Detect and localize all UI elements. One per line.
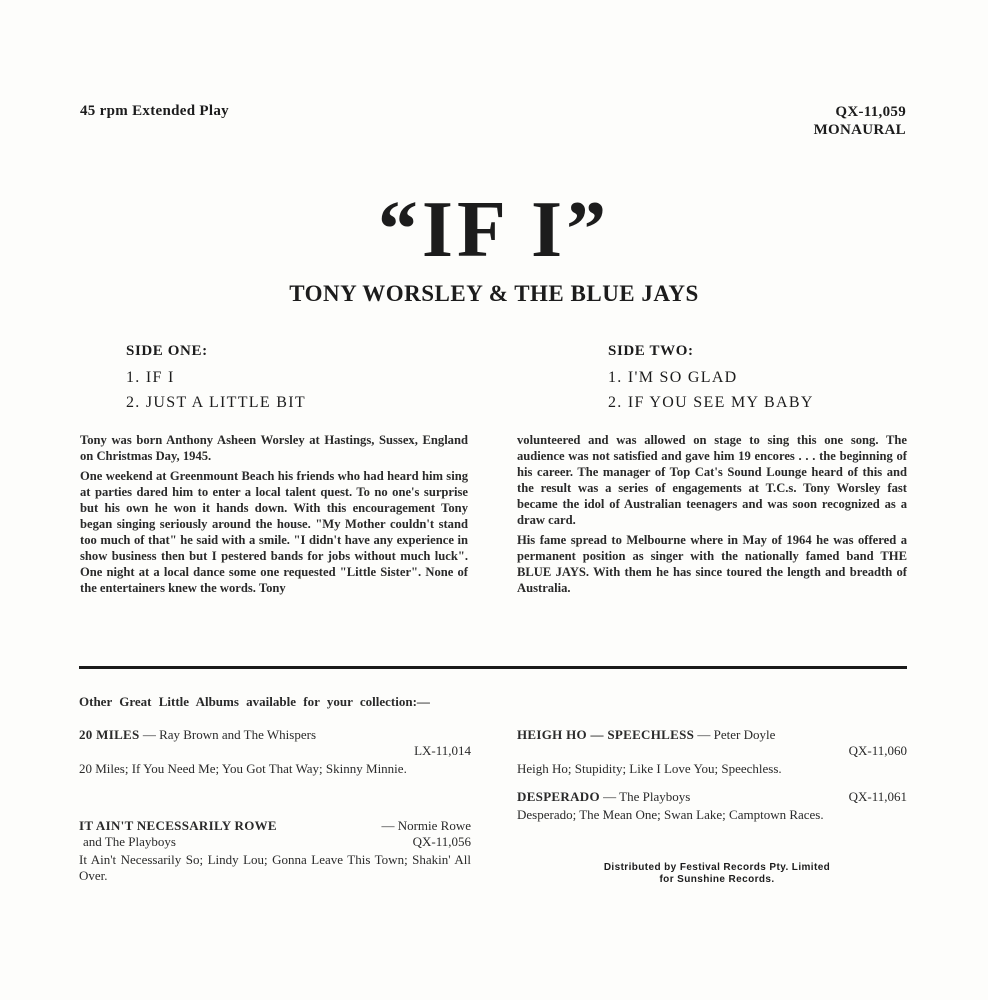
album-catalog: LX-11,014 — [414, 743, 471, 758]
track-item: 1. I'M SO GLAD — [608, 369, 738, 386]
album-catalog: QX-11,056 — [412, 834, 471, 849]
track-item: 1. IF I — [126, 369, 175, 386]
album-artist: — Ray Brown and The Whispers — [142, 727, 317, 742]
record-title: “IF I” — [377, 186, 611, 274]
album-tracks: Desperado; The Mean One; Swan Lake; Camptown Races. — [517, 807, 824, 822]
bio-paragraph: His fame spread to Melbourne where in May of 1964 he was offered a permanent position as singer with the nationally famed band THE BLUE JAYS. With them he has since toured the length and breadth of Australia. — [517, 533, 907, 595]
album-title: HEIGH HO — SPEECHLESS — [517, 727, 695, 742]
album-title: DESPERADO — [517, 789, 600, 804]
bio-paragraph: Tony was born Anthony Asheen Worsley at Hastings, Sussex, England on Christmas Day, 1945. — [80, 433, 468, 463]
album-artist: — Normie Rowe — [381, 818, 471, 833]
catalog-number: QX-11,059 — [835, 104, 906, 120]
distribution-line: for Sunshine Records. — [659, 874, 775, 885]
sound-type: MONAURAL — [813, 122, 906, 138]
side-two-heading: SIDE TWO: — [608, 343, 694, 359]
track-item: 2. IF YOU SEE MY BABY — [608, 394, 814, 411]
format-label: 45 rpm Extended Play — [80, 103, 229, 119]
album-listing — [517, 727, 907, 777]
album-artist-continued: and The Playboys — [83, 834, 176, 849]
biography-column-left — [80, 432, 468, 600]
biography-column-right — [517, 432, 907, 600]
track-item: 2. JUST A LITTLE BIT — [126, 394, 306, 411]
catalog-block — [814, 103, 906, 139]
album-catalog: QX-11,061 — [848, 789, 907, 804]
album-listing — [79, 818, 471, 884]
side-one-heading: SIDE ONE: — [126, 343, 208, 359]
side-one-tracklist — [126, 343, 306, 419]
album-listing — [79, 727, 471, 777]
album-title: 20 MILES — [79, 727, 140, 742]
side-two-tracklist — [608, 343, 814, 419]
album-title: IT AIN'T NECESSARILY ROWE — [79, 818, 277, 833]
other-albums-heading: Other Great Little Albums available for your collection:— — [79, 694, 430, 709]
album-tracks: 20 Miles; If You Need Me; You Got That Way; Skinny Minnie. — [79, 761, 407, 776]
distribution-line: Distributed by Festival Records Pty. Limited — [603, 862, 831, 873]
album-tracks: It Ain't Necessarily So; Lindy Lou; Gonna Leave This Town; Shakin' All Over. — [79, 852, 471, 883]
album-artist: — The Playboys — [603, 789, 691, 804]
album-tracks: Heigh Ho; Stupidity; Like I Love You; Speechless. — [517, 761, 782, 776]
album-listing — [517, 789, 907, 823]
album-catalog: QX-11,060 — [848, 743, 907, 758]
bio-paragraph: volunteered and was allowed on stage to sing this one song. The audience was not satisfied and gave him 19 encores . . . the beginning of his career. The manager of Top Cat's Sound Lounge heard of this and the result was a series of engagements at T.C.s. Tony Worsley fast became the idol of Australian teenagers and was soon recognized as a draw card. — [517, 433, 907, 527]
album-artist: — Peter Doyle — [697, 727, 776, 742]
distribution-note — [552, 862, 882, 886]
bio-paragraph: One weekend at Greenmount Beach his friends who had heard him sing at parties dared him to enter a local talent quest. To no one's surprise but his own he won it hands down. With this encouragement Tony began singing seriously around the house. "My Mother couldn't stand too much of that" he said with a smile. "I didn't have any experience in show business then but I pestered bands for jobs without much luck". One night at a local dance some one requested "Little Sister". None of the entertainers knew the words. Tony — [80, 469, 468, 595]
section-divider — [79, 666, 907, 669]
artist-name: TONY WORSLEY & THE BLUE JAYS — [289, 281, 699, 306]
